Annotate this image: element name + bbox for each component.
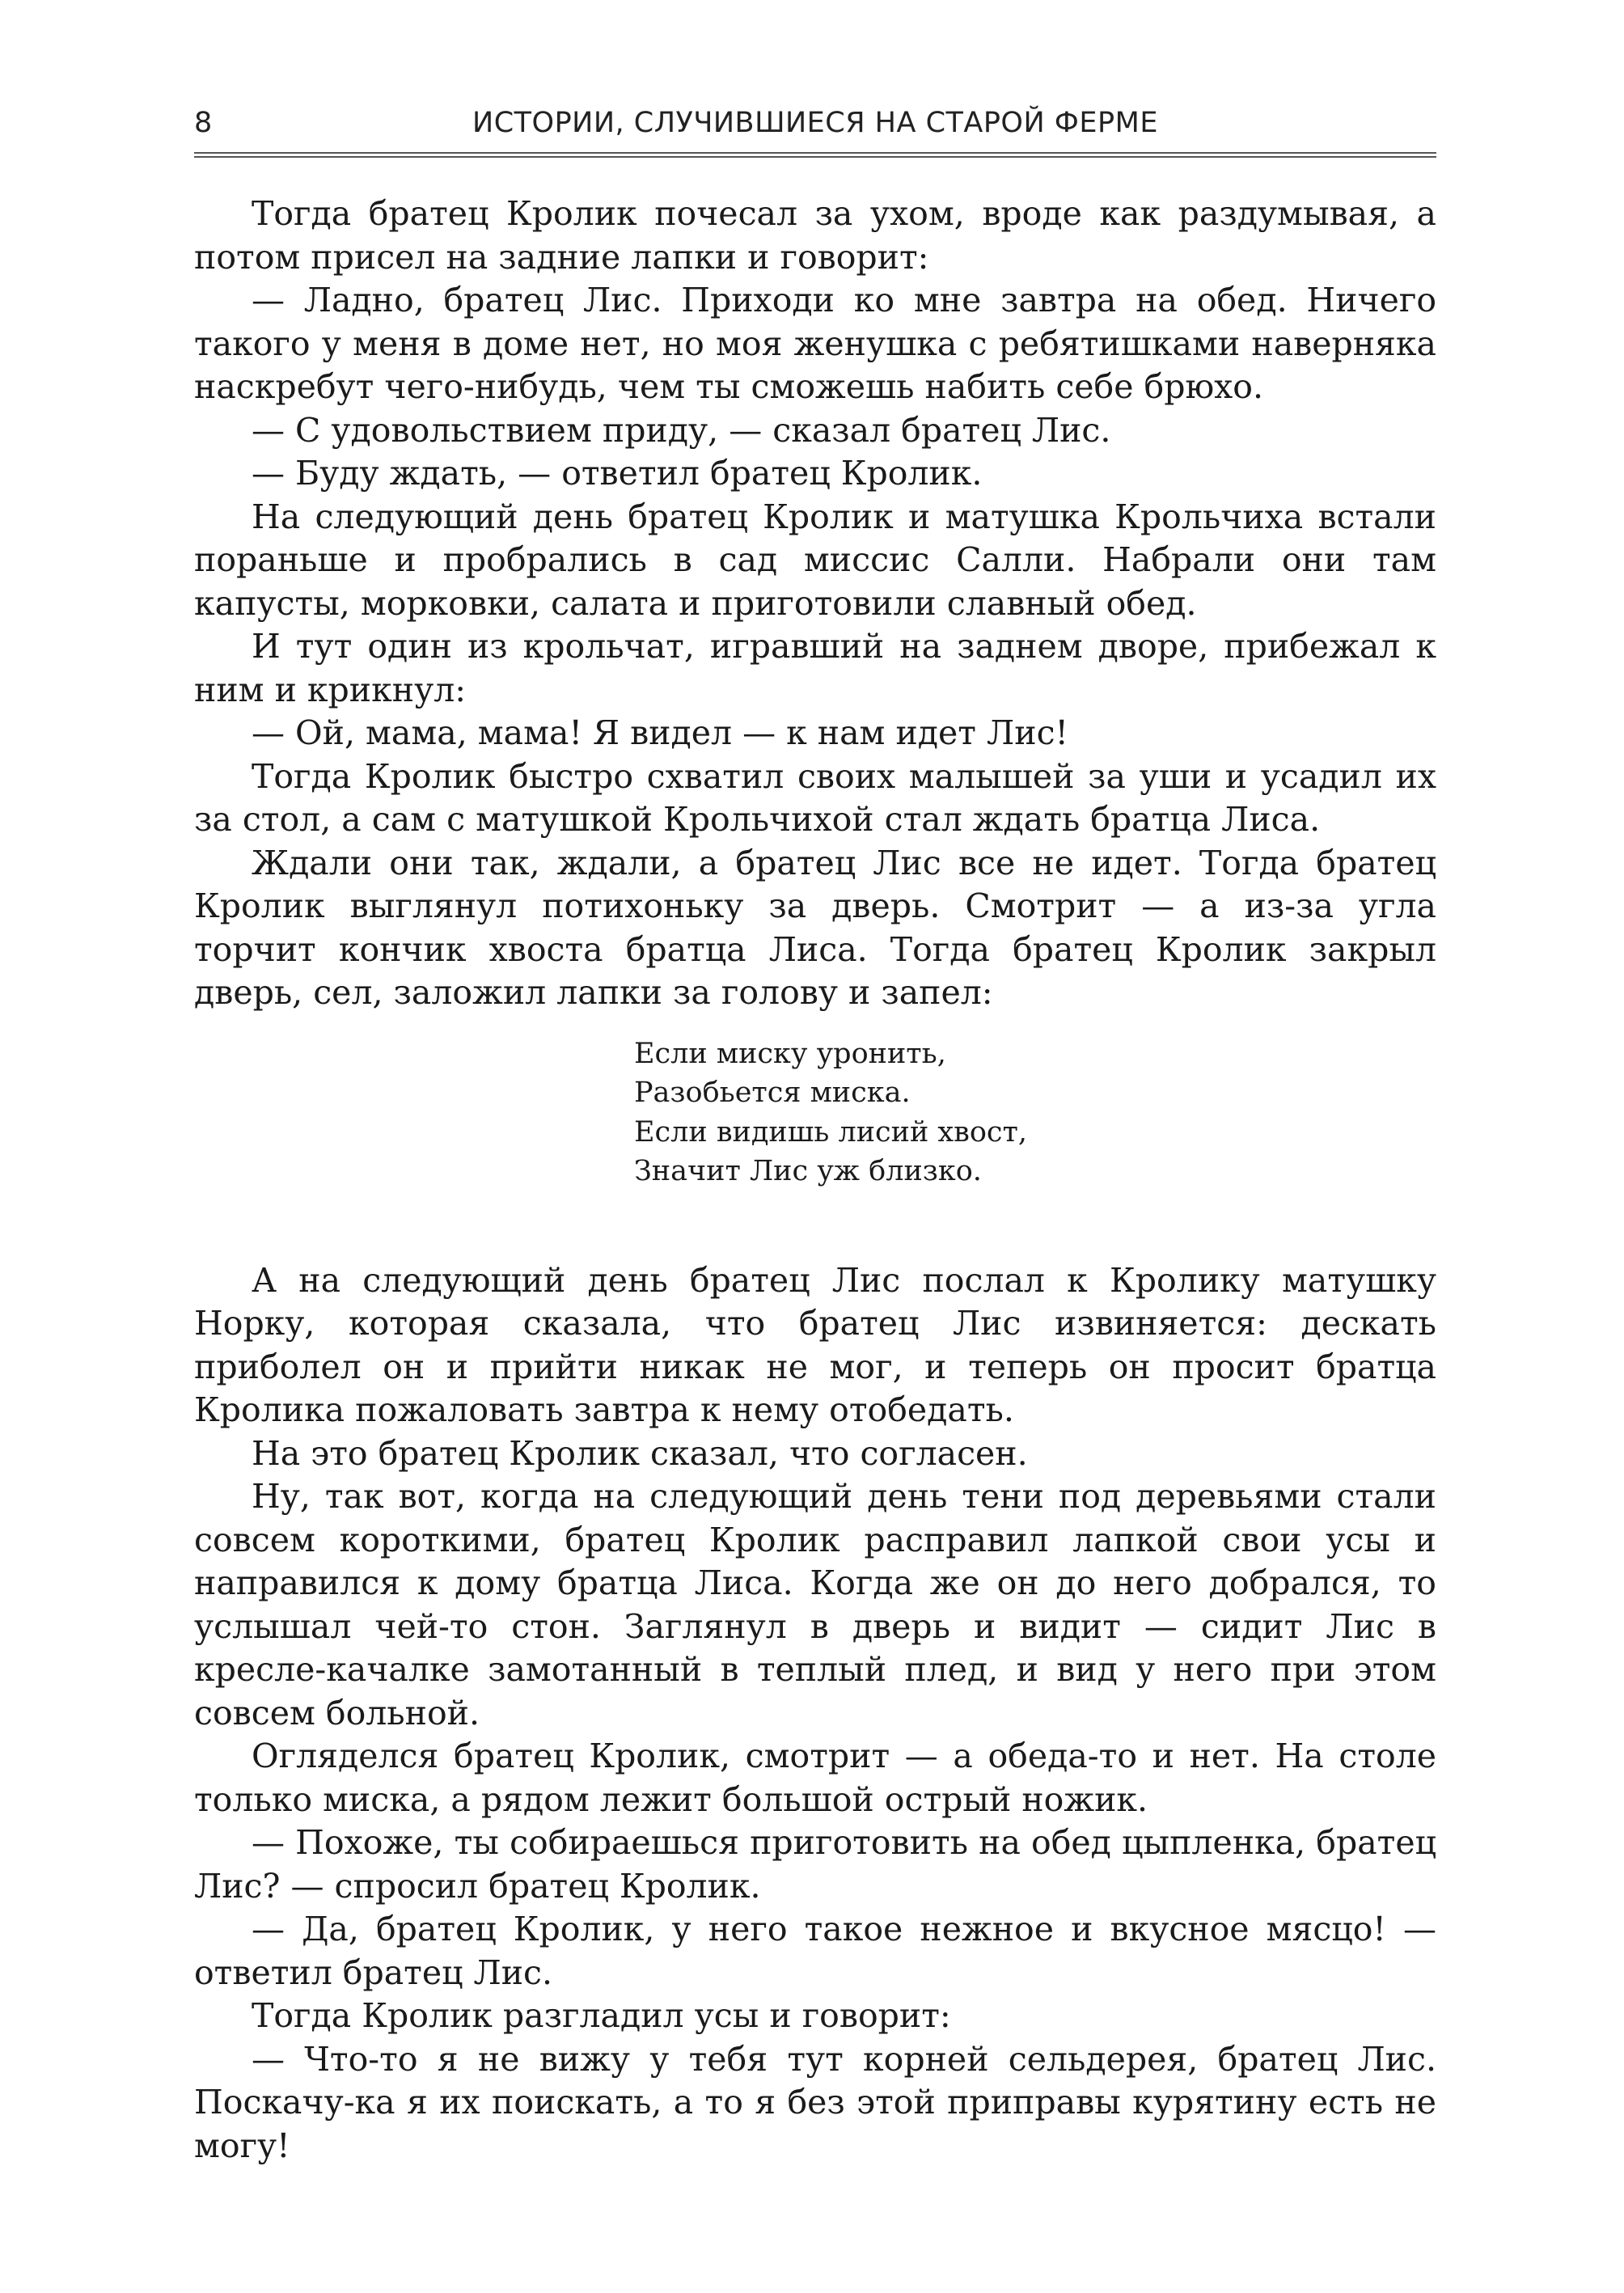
verse-line: Значит Лис уж близко. [634, 1155, 982, 1187]
paragraph: — С удовольствием приду, — сказал братец Лис. [252, 410, 1111, 450]
paragraph: И тут один из крольчат, игравший на заднем дворе, прибежал к ним и крикнул: [194, 627, 1436, 709]
verse-line: Если видишь лисий хвост, [634, 1115, 1028, 1149]
verse-line: Разобьется миска. [634, 1077, 911, 1109]
paragraph: На это братец Кролик сказал, что согласен. [252, 1433, 1028, 1473]
verse-line: Если миску уронить, [634, 1037, 946, 1070]
header-double-rule [194, 152, 1436, 158]
paragraph: На следующий день братец Кролик и матушка Крольчиха встали пораньше и пробрались в сад миссис Салли. Набрали они там капусты, морковки, салата и приготовили славный обед. [194, 497, 1436, 623]
paragraph: Тогда Кролик разгладил усы и говорит: [252, 1996, 951, 2035]
paragraph: — Буду ждать, — ответил братец Кролик. [252, 454, 983, 493]
paragraph: Огляделся братец Кролик, смотрит — а обеда-то и нет. На столе только миска, а рядом лежит большой острый ножик. [194, 1737, 1436, 1819]
paragraph: Тогда братец Кролик почесал за ухом, вроде как раздумывая, а потом присел на задние лапки и говорит: [194, 194, 1436, 277]
paragraph: — Ой, мама, мама! Я видел — к нам идет Лис! [252, 713, 1069, 752]
paragraph: Ждали они так, ждали, а братец Лис все не идет. Тогда братец Кролик выглянул потихоньку за дверь. Смотрит — а из-за угла торчит кончик хвоста братца Лиса. Тогда братец Кролик закрыл дверь, сел, заложил лапки за голову и запел: [194, 843, 1436, 1012]
page-number: 8 [194, 107, 213, 139]
paragraph: Тогда Кролик быстро схватил своих малышей за уши и усадил их за стол, а сам с матушкой Крольчихой стал ждать братца Лиса. [194, 756, 1436, 839]
paragraph: — Да, братец Кролик, у него такое нежное и вкусное мясцо! — ответил братец Лис. [194, 1910, 1436, 1992]
body-text [194, 192, 1436, 2168]
verse-spacing [194, 1216, 1436, 1259]
running-header [194, 107, 1436, 150]
running-title: ИСТОРИИ, СЛУЧИВШИЕСЯ НА СТАРОЙ ФЕРМЕ [472, 107, 1158, 139]
paragraph: А на следующий день братец Лис послал к Кролику матушку Норку, которая сказала, что братец Лис извиняется: дескать приболел он и прийти никак не мог, и теперь он просит братца Кролика пожаловать завтра к нему отобедать. [194, 1260, 1436, 1429]
paragraph: — Ладно, братец Лис. Приходи ко мне завтра на обед. Ничего такого у меня в доме нет, но моя женушка с ребятишками наверняка наскребут чего-нибудь, чем ты сможешь набить себе брюхо. [194, 281, 1436, 406]
verse-block [634, 1034, 1436, 1191]
paragraph: — Что-то я не вижу у тебя тут корней сельдерея, братец Лис. Поскачу-ка я их поискать, а то я без этой приправы курятину есть не могу! [194, 2039, 1436, 2165]
paragraph: Ну, так вот, когда на следующий день тени под деревьями стали совсем короткими, братец Кролик расправил лапкой свои усы и направился к дому братца Лиса. Когда же он до него добрался, то услышал чей-то стон. Заглянул в дверь и видит — сидит Лис в кресле-качалке замотанный в теплый плед, и вид у него при этом совсем больной. [194, 1477, 1436, 1732]
paragraph: — Похоже, ты собираешься приготовить на обед цыпленка, братец Лис? — спросил братец Кролик. [194, 1823, 1436, 1906]
